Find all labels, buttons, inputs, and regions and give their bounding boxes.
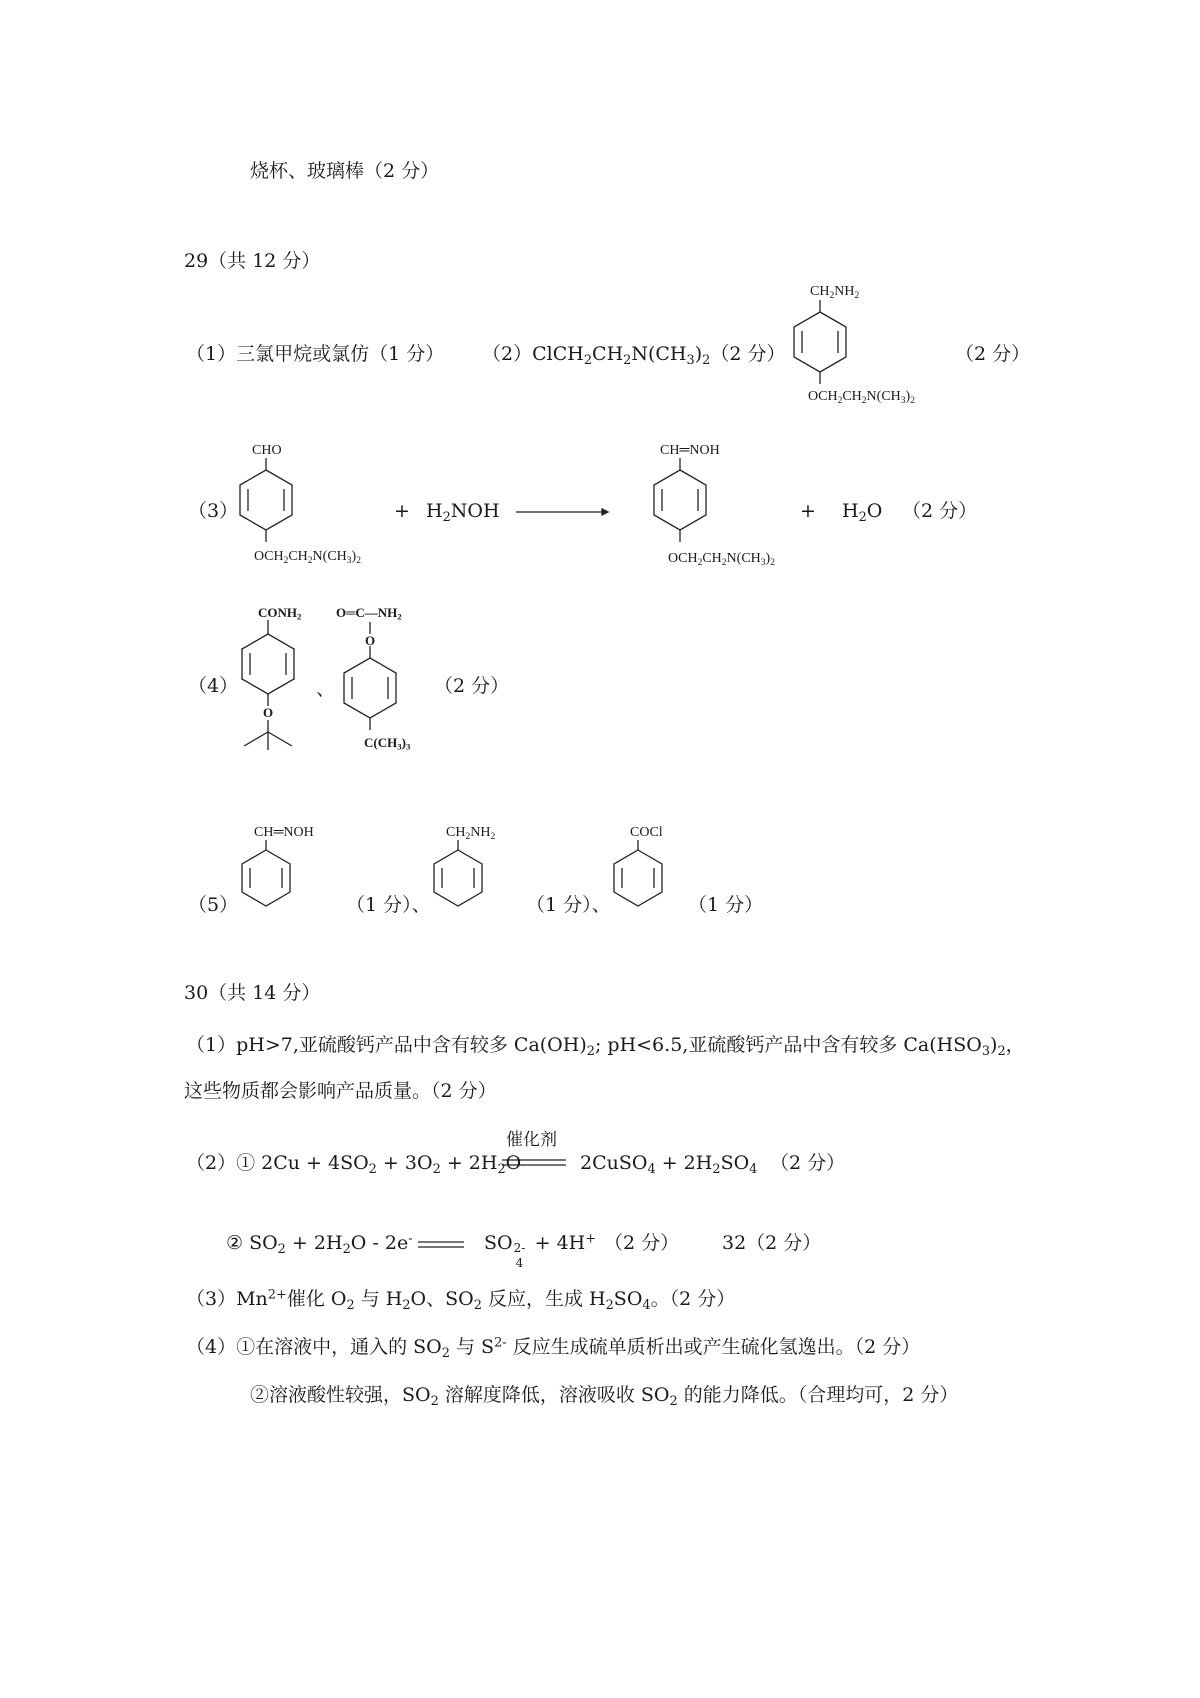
top-answer-line: 烧杯、玻璃棒（2 分）	[250, 160, 440, 182]
q30-part2-half-reaction-left: ② $SO_2 + 2H_2O - 2e^-$	[226, 1231, 413, 1257]
q29-part5-score1: （1 分）、	[346, 894, 431, 916]
q29-part2-answer: $(2)ClCH_2CH_2N(CH_3)_2(2$ 分）	[482, 343, 786, 368]
benzene-ring-5b	[418, 840, 498, 930]
product-top-label: CH═NOH	[660, 443, 720, 458]
q30-part2-half-reaction-right: SO 2- 4 + 4H+	[484, 1231, 597, 1270]
q30-header: 30（共 14 分）	[184, 982, 321, 1004]
water-product: $H_2O$	[842, 500, 883, 525]
q30-part2-equation-right: 2CuSO$_4$ + $2H_2SO_4$	[580, 1152, 758, 1177]
reactant-bottom-label: $OCH_2CH_2N(CH_3)_2$	[254, 549, 361, 566]
q30-part4-answer2: ②溶液酸性较强，$SO_2$ 溶解度降低，溶液吸收 $SO_2$ 的能力降低。（合理均可，2 分）	[250, 1384, 959, 1409]
struct5b-top-label: $CH_2NH_2$	[446, 825, 496, 842]
q30-part3-answer: $(3)Mn^{2+}$催化 $O_2$ 与 $H_2O$、$SO_2$ 反应，生成 $H_2SO_4$。（2 分）	[186, 1287, 736, 1313]
struct4b-ether-o: O	[365, 633, 376, 648]
struct4b-bottom-label: $C(CH_3)_3$	[364, 735, 411, 752]
q30-part2-equation-left: （2）① $2Cu + 4SO_2 + 3O_2 + 2H_2O$	[186, 1152, 522, 1177]
q29-part5-score3: （1 分）	[688, 894, 764, 916]
benzene-ring-5a	[226, 840, 306, 930]
q30-part2-score1: （2 分）	[770, 1152, 846, 1174]
product-bottom-label: $OCH_2CH_2N(CH_3)_2$	[668, 551, 775, 568]
q29-part4-label: （4）	[188, 675, 239, 697]
plus-sign-2: +	[800, 500, 816, 522]
reactant-top-label: CHO	[252, 443, 282, 458]
benzene-ring-tbutoxy	[228, 620, 308, 760]
q30-part2-extra-answer: 32（2 分）	[722, 1232, 822, 1254]
q29-part4-score: （2 分）	[434, 675, 510, 697]
struct1-bottom-label: $OCH_2CH_2N(CH_3)_2$	[808, 389, 915, 406]
struct4b-top-label: $O═C—NH_2$	[336, 605, 402, 622]
equals-sign-2	[418, 1240, 466, 1250]
benzene-ring-struct1	[780, 300, 860, 400]
q29-part5-label: （5）	[188, 894, 239, 916]
benzene-ring-product	[640, 458, 720, 558]
q30-part1-line1: （1）pH>7,亚硫酸钙产品中含有较多 $Ca(OH)_2$; pH<6.5,亚硫酸钙产品中含有较多 $Ca(HSO_3)_2$，	[186, 1034, 1025, 1059]
q29-struct1-score: （2 分）	[955, 343, 1031, 365]
benzene-ring-5c	[598, 840, 678, 930]
reaction-arrow	[516, 505, 608, 519]
q29-part3-label: （3）	[188, 500, 239, 522]
benzene-ring-reactant	[226, 458, 306, 558]
struct5c-top-label: COCl	[630, 825, 663, 840]
q29-part5-score2: （1 分）、	[526, 894, 611, 916]
separator-comma: 、	[316, 678, 336, 700]
struct5a-top-label: CH═NOH	[254, 825, 314, 840]
plus-sign-1: +	[394, 500, 410, 522]
q30-part2-score2: （2 分）	[604, 1232, 680, 1254]
reagent-h2noh: $H_2NOH$	[426, 500, 500, 525]
q30-part4-answer1: （4）①在溶液中，通入的 $SO_2$ 与 $S^{2-}$ 反应生成硫单质析出或产生硫化氢逸出。（2 分）	[186, 1335, 921, 1361]
q29-part1-answer: （1）三氯甲烷或氯仿（1 分）	[186, 343, 445, 365]
q30-part1-line2: 这些物质都会影响产品质量。（2 分）	[184, 1080, 497, 1102]
struct4a-top-label: $CONH_2$	[258, 605, 302, 622]
catalyst-label: 催化剂	[506, 1130, 557, 1150]
q29-header: 29（共 12 分）	[184, 250, 321, 272]
struct1-top-label: $CH_2NH_2$	[810, 284, 860, 301]
equals-sign-catalyst	[502, 1158, 568, 1168]
q29-part3-score: （2 分）	[902, 500, 978, 522]
struct4a-ether-o: O	[263, 705, 274, 720]
